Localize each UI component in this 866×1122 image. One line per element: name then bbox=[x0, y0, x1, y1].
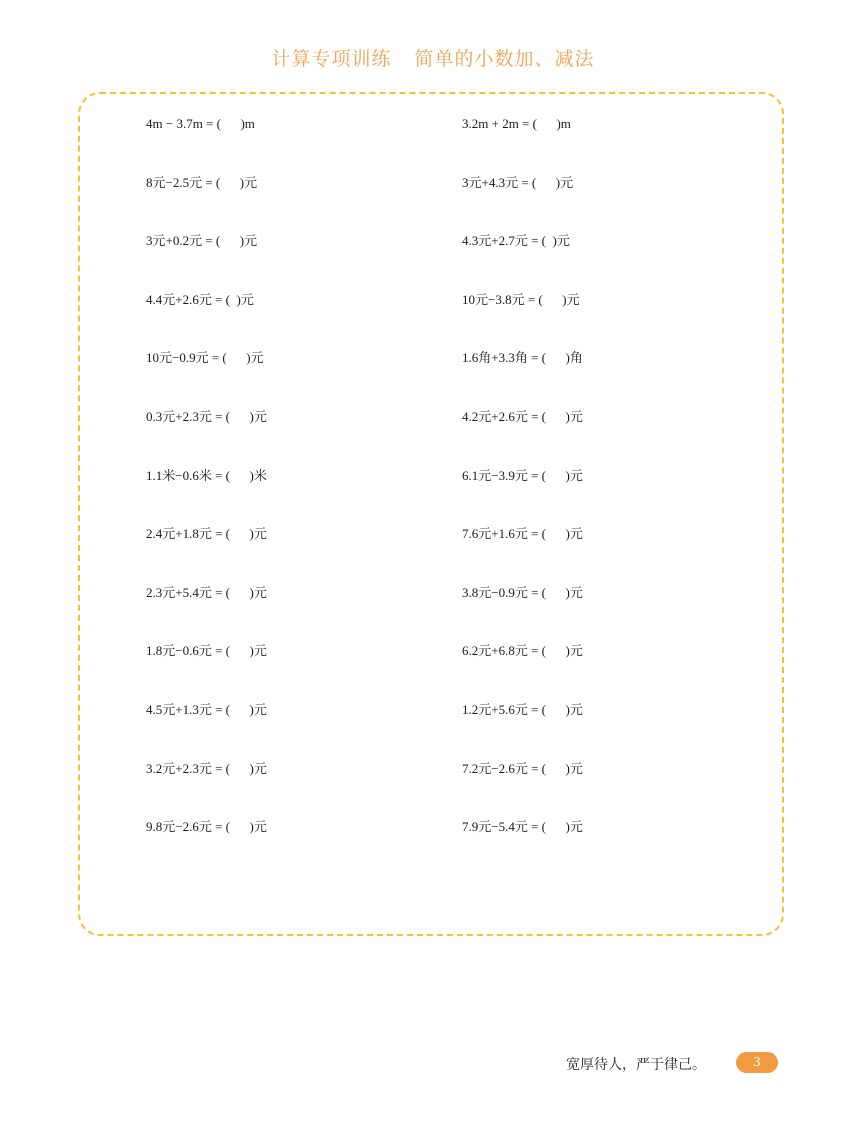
page-title: 计算专项训练 简单的小数加、减法 bbox=[271, 49, 595, 70]
problem-right-10: 6.2元+6.8元 = ( )元 bbox=[462, 643, 583, 658]
page-number-badge: 3 bbox=[736, 1052, 778, 1073]
footer-motto: 宽厚待人，严于律己。 bbox=[566, 1058, 706, 1073]
problem-right-2: 3元+4.3元 = ( )元 bbox=[462, 175, 574, 190]
problem-right-9: 3.8元−0.9元 = ( )元 bbox=[462, 585, 583, 600]
problem-right-4: 10元−3.8元 = ( )元 bbox=[462, 292, 580, 307]
problem-right-8: 7.6元+1.6元 = ( )元 bbox=[462, 526, 583, 541]
problem-left-13: 9.8元−2.6元 = ( )元 bbox=[146, 819, 267, 834]
problem-left-6: 0.3元+2.3元 = ( )元 bbox=[146, 409, 267, 424]
problem-left-3: 3元+0.2元 = ( )元 bbox=[146, 233, 258, 248]
problem-left-9: 2.3元+5.4元 = ( )元 bbox=[146, 585, 267, 600]
problem-left-7: 1.1米−0.6米 = ( )米 bbox=[146, 468, 267, 483]
problem-right-13: 7.9元−5.4元 = ( )元 bbox=[462, 819, 583, 834]
problem-right-3: 4.3元+2.7元 = ( )元 bbox=[462, 233, 570, 248]
problem-right-11: 1.2元+5.6元 = ( )元 bbox=[462, 702, 583, 717]
problem-left-2: 8元−2.5元 = ( )元 bbox=[146, 175, 258, 190]
problem-right-5: 1.6角+3.3角 = ( )角 bbox=[462, 350, 583, 365]
problem-right-12: 7.2元−2.6元 = ( )元 bbox=[462, 761, 583, 776]
problem-left-11: 4.5元+1.3元 = ( )元 bbox=[146, 702, 267, 717]
problem-right-7: 6.1元−3.9元 = ( )元 bbox=[462, 468, 583, 483]
problem-left-10: 1.8元−0.6元 = ( )元 bbox=[146, 643, 267, 658]
problem-right-6: 4.2元+2.6元 = ( )元 bbox=[462, 409, 583, 424]
problem-right-1: 3.2m + 2m = ( )m bbox=[462, 116, 571, 131]
problem-left-8: 2.4元+1.8元 = ( )元 bbox=[146, 526, 267, 541]
problem-left-12: 3.2元+2.3元 = ( )元 bbox=[146, 761, 267, 776]
problem-left-5: 10元−0.9元 = ( )元 bbox=[146, 350, 264, 365]
problem-left-4: 4.4元+2.6元 = ( )元 bbox=[146, 292, 254, 307]
exercise-box bbox=[78, 92, 784, 936]
problem-left-1: 4m − 3.7m = ( )m bbox=[146, 116, 255, 131]
